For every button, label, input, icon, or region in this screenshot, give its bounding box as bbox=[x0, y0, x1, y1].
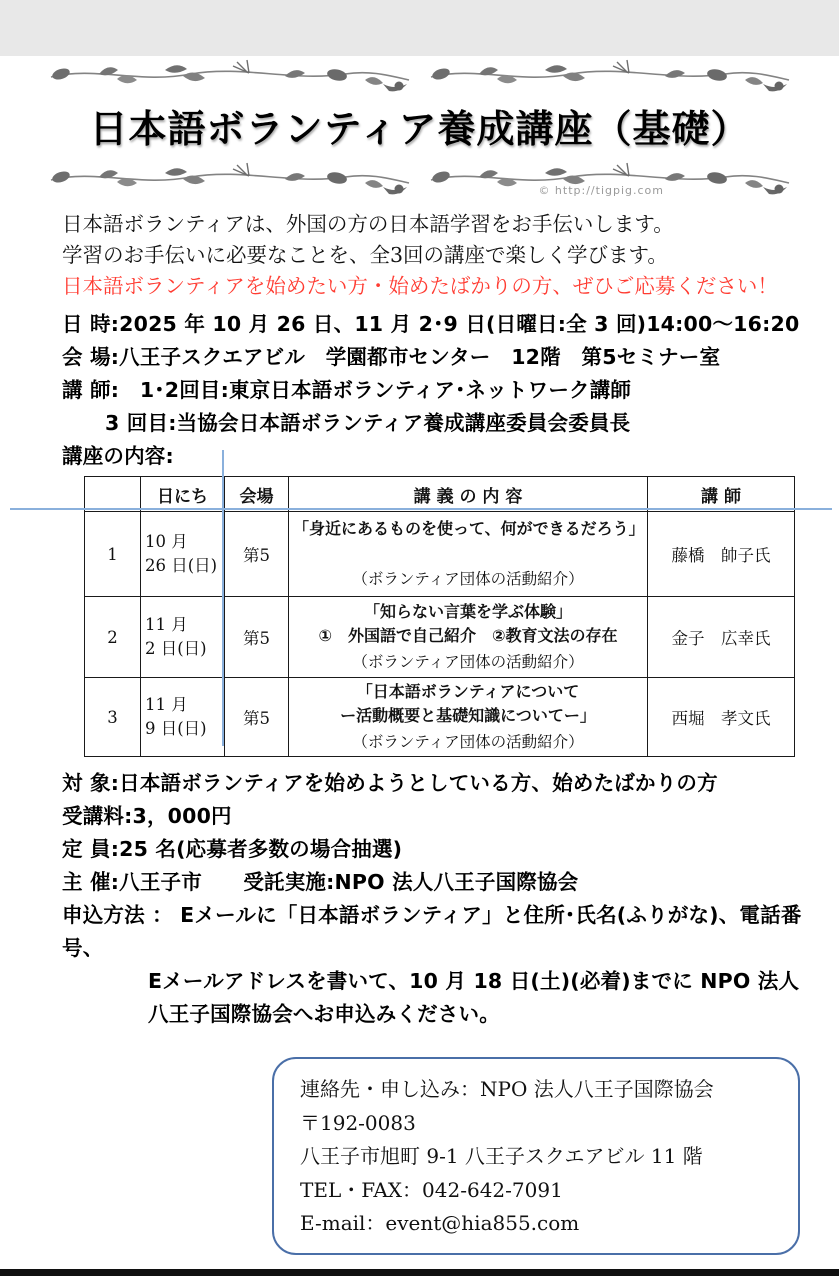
info-capacity: 定 員:25 名(応募者多数の場合抽選) bbox=[62, 837, 403, 861]
detail-lecturer-2: 3 回目:当協会日本語ボランティア養成講座委員会委員長 bbox=[105, 411, 631, 435]
row1-date-day: 26 日(日) bbox=[145, 556, 218, 575]
header-lecturer: 講 師 bbox=[648, 477, 795, 512]
row2-lecture-note: （ボランティア団体の活動紹介） bbox=[352, 653, 584, 671]
vine-ornament-icon bbox=[47, 56, 413, 94]
header-content: 講 義 の 内 容 bbox=[289, 477, 648, 512]
contact-org: 連絡先・申し込み：NPO 法人八王子国際協会 bbox=[300, 1077, 714, 1101]
row2-date bbox=[141, 597, 225, 678]
detail-datetime: 日 時:2025 年 10 月 26 日、11 月 2･9 日(日曜日:全 3 回)14:00～16:20 bbox=[62, 312, 800, 336]
application-info bbox=[62, 767, 803, 1031]
row1-lecture-sub bbox=[293, 541, 643, 567]
row1-content bbox=[289, 512, 648, 597]
row3-no: 3 bbox=[85, 678, 141, 757]
row3-lecturer: 西堀 孝文氏 bbox=[648, 678, 795, 757]
row3-date bbox=[141, 678, 225, 757]
row2-content bbox=[289, 597, 648, 678]
clipart-watermark: © http://tigpig.com bbox=[538, 184, 664, 197]
row3-content bbox=[289, 678, 648, 757]
row3-lecture-title: 「日本語ボランティアについて bbox=[356, 682, 580, 701]
contact-email: E-mail：event@hia855.com bbox=[300, 1211, 580, 1235]
table-row bbox=[85, 597, 795, 678]
course-details bbox=[62, 308, 803, 473]
ornament-row-bottom bbox=[0, 159, 839, 197]
info-apply-line2: Eメールアドレスを書いて、10 月 18 日(土)(必着)までに NPO 法人 bbox=[148, 969, 800, 993]
row1-venue: 第5 bbox=[225, 512, 289, 597]
header-venue: 会場 bbox=[225, 477, 289, 512]
row1-lecturer: 藤橋 帥子氏 bbox=[648, 512, 795, 597]
intro-line-1: 日本語ボランティアは、外国の方の日本語学習をお手伝いします。 bbox=[62, 212, 674, 236]
info-target: 対 象:日本語ボランティアを始めようとしている方、始めたばかりの方 bbox=[62, 771, 718, 795]
intro-line-2: 学習のお手伝いに必要なことを、全3回の講座で楽しく学びます。 bbox=[62, 243, 668, 267]
header-no bbox=[85, 477, 141, 512]
vine-ornament-icon bbox=[427, 56, 793, 94]
intro-highlight: 日本語ボランティアを始めたい方・始めたばかりの方、ぜひご応募ください！ bbox=[62, 274, 778, 298]
scan-bottom-edge bbox=[0, 1269, 839, 1276]
row3-lecture-note: （ボランティア団体の活動紹介） bbox=[352, 733, 584, 751]
row3-venue: 第5 bbox=[225, 678, 289, 757]
detail-lecturer-1: 講 師: 1･2回目:東京日本語ボランティア･ネットワーク講師 bbox=[62, 378, 632, 402]
row3-date-day: 9 日(日) bbox=[145, 719, 207, 738]
contact-postal: 〒192-0083 bbox=[300, 1110, 416, 1135]
row1-date-month: 10 月 bbox=[145, 532, 188, 551]
schedule-table bbox=[84, 476, 795, 757]
info-organizer: 主 催:八王子市 受託実施:NPO 法人八王子国際協会 bbox=[62, 870, 579, 894]
row2-lecture-title: 「知らない言葉を学ぶ体験」 bbox=[363, 602, 572, 621]
contact-tel-fax: TEL・FAX：042-642-7091 bbox=[300, 1177, 563, 1202]
row1-date bbox=[141, 512, 225, 597]
row2-lecture-sub: ① 外国語で自己紹介 ②教育文法の存在 bbox=[318, 626, 618, 645]
info-apply-line3: 八王子国際協会へお申込みください。 bbox=[148, 1002, 500, 1026]
info-apply-line1: 申込方法 ： Eメールに「日本語ボランティア」と住所･氏名(ふりがな)、電話番号、 bbox=[62, 903, 802, 960]
row3-lecture-sub: ー活動概要と基礎知識についてー」 bbox=[340, 706, 596, 725]
contents-label: 講座の内容: bbox=[62, 444, 174, 468]
table-row bbox=[85, 678, 795, 757]
intro-paragraph bbox=[62, 209, 803, 302]
flyer-content bbox=[0, 209, 839, 1031]
vine-ornament-icon bbox=[47, 159, 413, 197]
flyer-page bbox=[0, 56, 839, 1276]
schedule-table-wrap bbox=[84, 476, 794, 757]
info-fee: 受講料:3，000円 bbox=[62, 804, 232, 828]
row2-date-day: 2 日(日) bbox=[145, 639, 207, 658]
page-title: 日本語ボランティア養成講座（基礎） bbox=[89, 107, 750, 151]
contact-address: 八王子市旭町 9-1 八王子スクエアビル 11 階 bbox=[300, 1144, 703, 1168]
table-header-row bbox=[85, 477, 795, 512]
row2-venue: 第5 bbox=[225, 597, 289, 678]
header-date: 日にち bbox=[141, 477, 225, 512]
row1-no: 1 bbox=[85, 512, 141, 597]
detail-venue: 会 場:八王子スクエアビル 学園都市センター 12階 第5セミナー室 bbox=[62, 345, 721, 369]
row1-lecture-note: （ボランティア団体の活動紹介） bbox=[352, 570, 584, 588]
row3-date-month: 11 月 bbox=[145, 695, 188, 714]
row1-lecture-title: 「身近にあるものを使って、何ができるだろう」 bbox=[293, 519, 645, 538]
row2-date-month: 11 月 bbox=[145, 615, 188, 634]
row2-no: 2 bbox=[85, 597, 141, 678]
table-row bbox=[85, 512, 795, 597]
contact-box bbox=[272, 1057, 800, 1255]
ornament-row-top bbox=[0, 56, 839, 94]
row2-lecturer: 金子 広幸氏 bbox=[648, 597, 795, 678]
